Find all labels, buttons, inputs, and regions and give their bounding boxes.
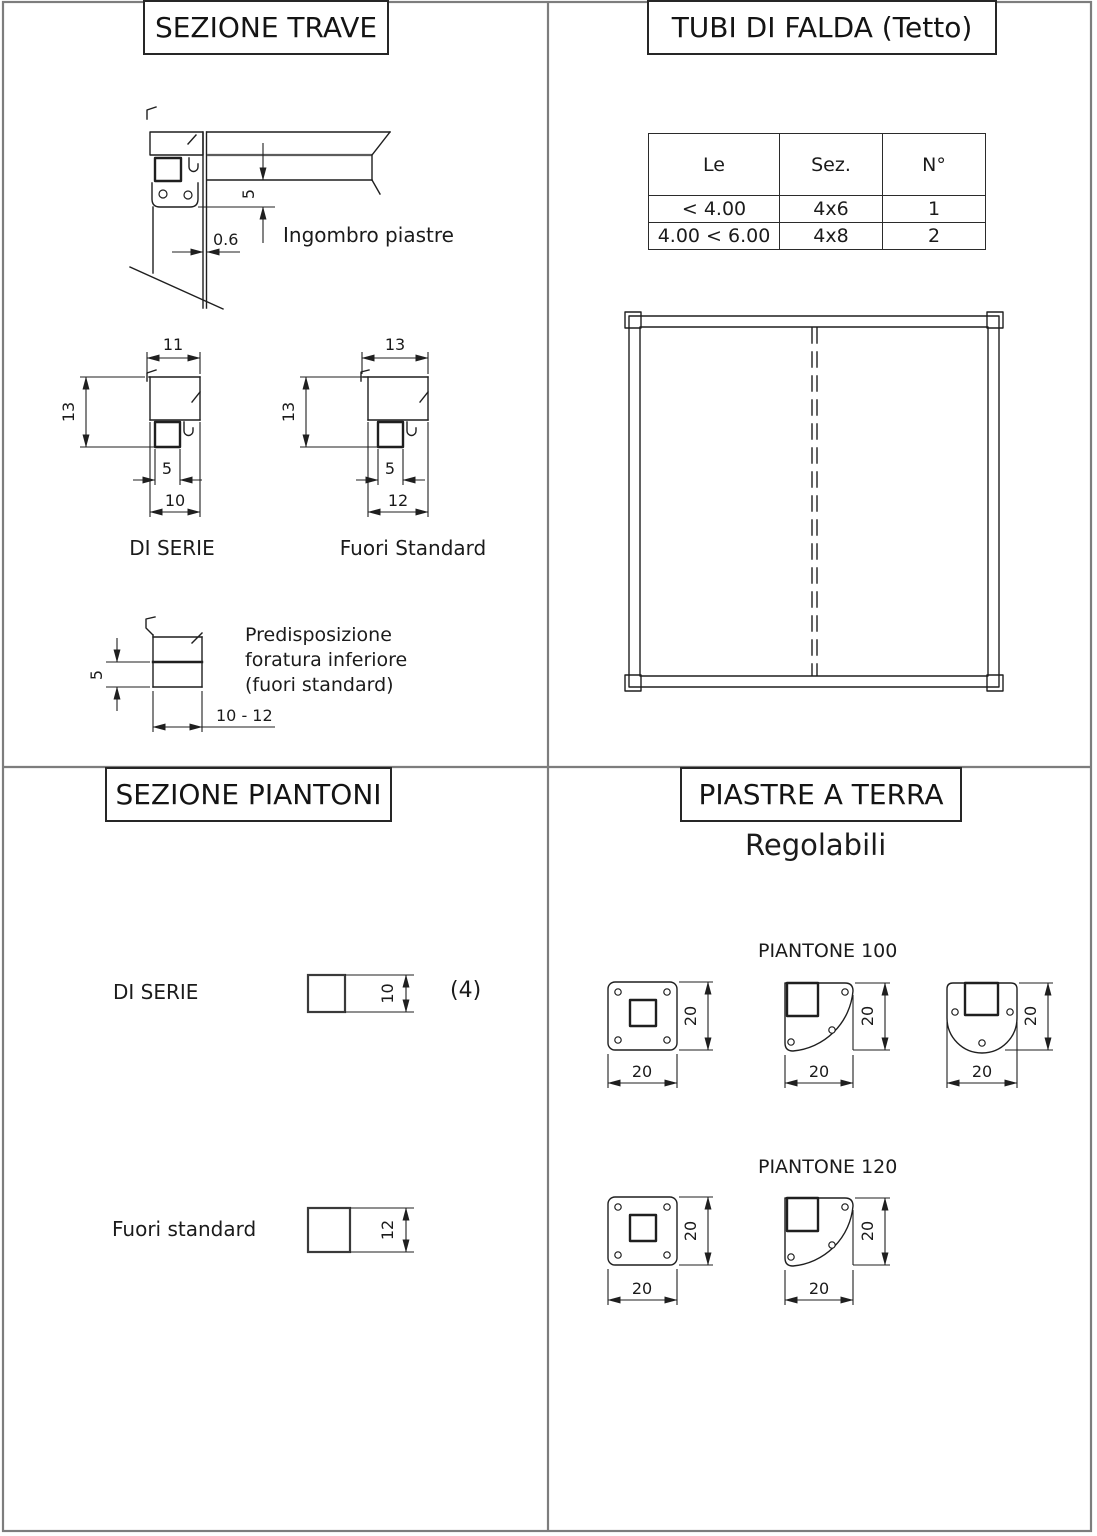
beam-plate-detail-drawing	[110, 95, 470, 345]
table-cell: 4x8	[780, 223, 883, 250]
dim-bottom-width: 12	[387, 491, 409, 510]
beam-profile-linework	[130, 107, 390, 309]
table-header-cell: Le	[649, 134, 780, 196]
dim-plate-width: 20	[631, 1062, 653, 1081]
dim-plate-height: 20	[858, 1005, 877, 1027]
plate-square	[608, 982, 713, 1088]
piastre-a-terra-title-text: PIASTRE A TERRA	[698, 778, 944, 811]
table-row	[649, 223, 986, 250]
dim-tube-width: 5	[384, 459, 396, 478]
dim-plate-height: 20	[681, 1005, 700, 1027]
dim-plate-height: 20	[858, 1220, 877, 1242]
dim-height: 13	[279, 401, 298, 423]
table-cell: 4.00 < 6.00	[649, 223, 780, 250]
dim-top-width: 11	[162, 335, 184, 354]
table-header-row	[649, 134, 986, 196]
beam-detail-dimensions	[172, 143, 454, 252]
tubi-di-falda-title-text: TUBI DI FALDA (Tetto)	[671, 11, 973, 44]
dim-top-width: 13	[384, 335, 406, 354]
profile-dimensions	[59, 335, 215, 560]
table-cell: 1	[883, 196, 986, 223]
dim-plate-width: 20	[808, 1279, 830, 1298]
dim-width-range: 10 - 12	[216, 706, 273, 725]
table-cell: < 4.00	[649, 196, 780, 223]
profile-linework	[146, 617, 202, 687]
dim-plate-width: 20	[631, 1279, 653, 1298]
note-line-3: (fuori standard)	[245, 674, 394, 696]
plate-square	[608, 1197, 713, 1305]
piantone-120-caption: PIANTONE 120	[758, 1156, 898, 1178]
piantoni-di-serie-quantity: (4)	[450, 978, 482, 1003]
dim-plate-width: 20	[971, 1062, 993, 1081]
piantone-di-serie-section-drawing	[300, 965, 435, 1035]
profile-di-serie-drawing	[60, 330, 240, 565]
piantone-120-plates-drawing	[595, 1190, 1075, 1315]
piantone-fuori-standard-section-drawing	[300, 1198, 435, 1276]
piastre-subtitle: Regolabili	[745, 828, 887, 862]
profile-fuori-standard-caption: Fuori Standard	[339, 536, 487, 560]
piantone-100-plates-drawing	[595, 975, 1075, 1095]
tubi-di-falda-title	[647, 0, 997, 55]
note-line-2: foratura inferiore	[245, 649, 408, 671]
lower-drilling-drawing	[87, 600, 430, 740]
piantoni-di-serie-caption: DI SERIE	[113, 980, 199, 1004]
ingombro-piastre-caption: Ingombro piastre	[283, 223, 454, 247]
tubi-spec-table	[648, 133, 986, 250]
dim-height: 13	[59, 401, 78, 423]
sezione-piantoni-title	[105, 767, 392, 822]
plate-corner	[785, 1198, 890, 1305]
profile-di-serie-caption: DI SERIE	[129, 536, 215, 560]
sezione-trave-title	[143, 0, 389, 55]
table-header-cell: Sez.	[780, 134, 883, 196]
roof-frame-plan-drawing	[615, 305, 1015, 700]
table-header-cell: N°	[883, 134, 986, 196]
note-line-1: Predisposizione	[245, 624, 392, 646]
table-cell: 2	[883, 223, 986, 250]
sezione-piantoni-title-text: SEZIONE PIANTONI	[115, 778, 382, 811]
profile-fuori-standard-drawing	[280, 330, 490, 565]
plate-corner	[785, 983, 890, 1088]
dim-plate-offset: 5	[239, 188, 258, 200]
post-tube-section	[308, 975, 345, 1012]
table-row	[649, 196, 986, 223]
piantone-100-caption: PIANTONE 100	[758, 940, 898, 962]
dim-height: 5	[87, 669, 106, 681]
dim-tube-width: 5	[161, 459, 173, 478]
post-tube-section	[308, 1208, 350, 1252]
dim-plate-height: 20	[1021, 1005, 1040, 1027]
plate-rounded	[947, 983, 1053, 1088]
drilling-dimensions	[87, 624, 407, 732]
dim-size: 10	[378, 983, 397, 1004]
dim-gap: 0.6	[213, 230, 239, 249]
piastre-a-terra-title	[680, 767, 962, 822]
profile-linework	[147, 370, 200, 447]
sezione-trave-title-text: SEZIONE TRAVE	[154, 11, 378, 44]
frame-linework	[625, 312, 1003, 691]
piantoni-fuori-standard-caption: Fuori standard	[112, 1217, 257, 1241]
dim-plate-height: 20	[681, 1220, 700, 1242]
dim-plate-width: 20	[808, 1062, 830, 1081]
dim-size: 12	[378, 1219, 397, 1241]
profile-linework	[361, 370, 428, 447]
dim-bottom-width: 10	[164, 491, 186, 510]
table-cell: 4x6	[780, 196, 883, 223]
